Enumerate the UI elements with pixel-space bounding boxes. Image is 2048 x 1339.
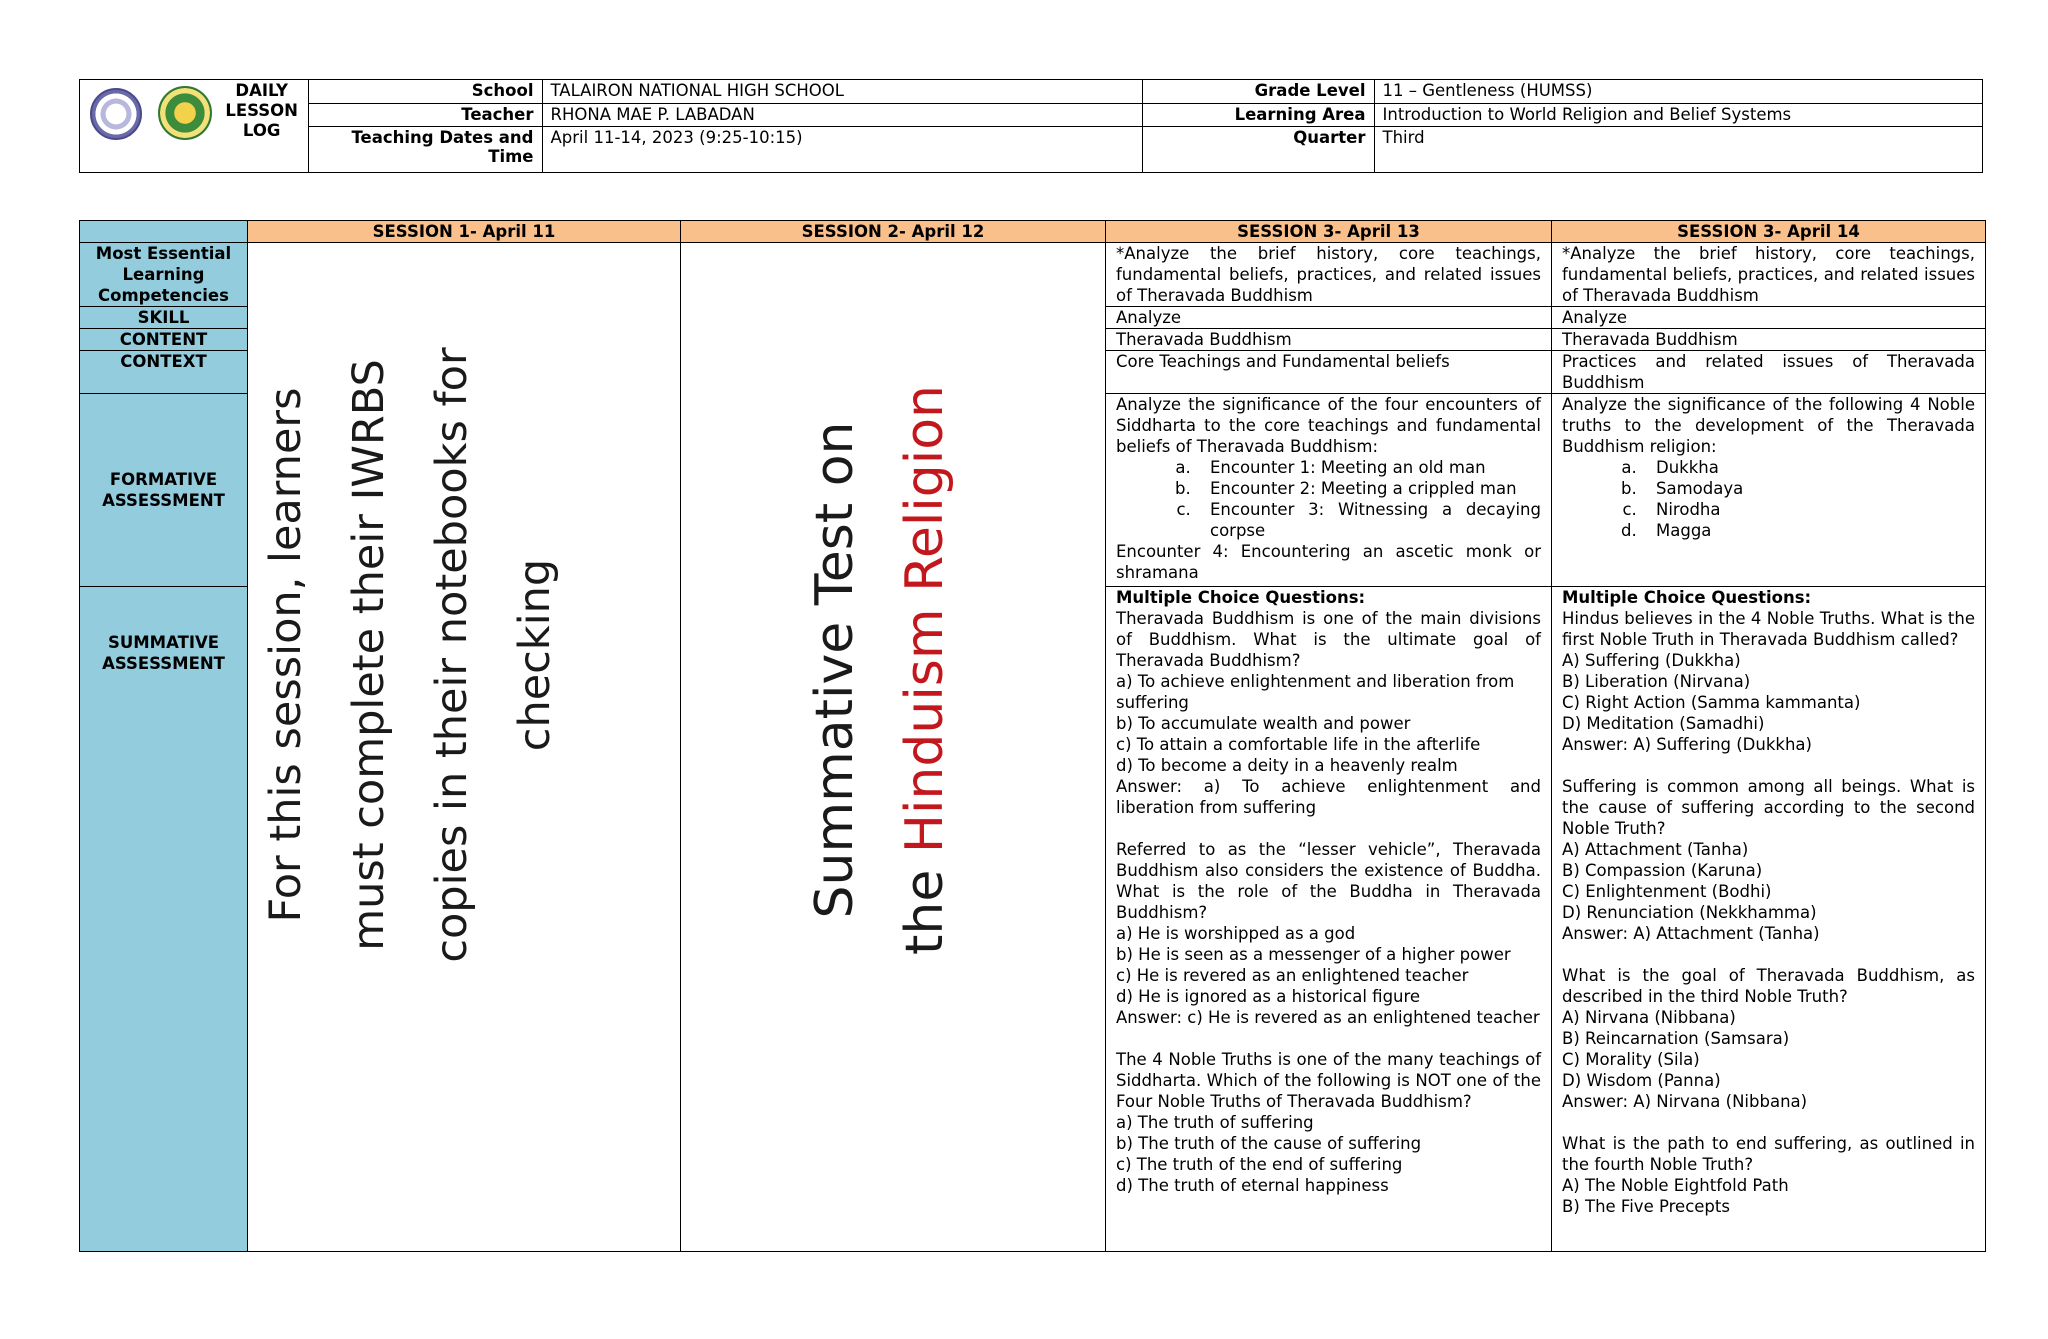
- s4-q4-option: B) The Five Precepts: [1562, 1197, 1730, 1216]
- school-label: School: [309, 80, 542, 103]
- s4-q2-stem: Suffering is common among all beings. What is the cause of suffering according to the second Noble Truth?: [1562, 777, 1975, 838]
- melc-label: Most Essential Learning Competencies: [80, 243, 248, 307]
- s3-q1-option: c) To attain a comfortable life in the afterlife: [1116, 735, 1481, 754]
- s4-q1-option: C) Right Action (Samma kammanta): [1562, 693, 1861, 712]
- s3-q1-stem: Theravada Buddhism is one of the main divisions of Buddhism. What is the ultimate goal of Theravada Buddhism?: [1116, 609, 1541, 670]
- teaching-dates-value: April 11-14, 2023 (9:25-10:15): [542, 126, 1142, 172]
- list-item: a. Dukkha: [1642, 457, 1975, 478]
- s3-q2-option: c) He is revered as an enlightened teacher: [1116, 966, 1469, 985]
- melc-row: [80, 243, 1986, 307]
- session-2-note: [790, 350, 970, 990]
- corner-cell: [80, 221, 248, 243]
- s3-skill: Analyze: [1106, 307, 1552, 329]
- list-item: b. Samodaya: [1642, 478, 1975, 499]
- deped-seal-icon: [90, 88, 142, 140]
- s3-q3-option: c) The truth of the end of suffering: [1116, 1155, 1403, 1174]
- s3-q1-option: d) To become a deity in a heavenly realm: [1116, 756, 1458, 775]
- s3-q3-option: a) The truth of suffering: [1116, 1113, 1314, 1132]
- s4-q3-answer: Answer: A) Nirvana (Nibbana): [1562, 1092, 1808, 1111]
- teaching-dates-label: Teaching Dates and Time: [309, 126, 542, 172]
- s4-melc: *Analyze the brief history, core teachings, fundamental beliefs, practices, and related issues of Theravada Buddhism: [1552, 243, 1986, 307]
- s4-q3-option: A) Nirvana (Nibbana): [1562, 1008, 1736, 1027]
- s3-q2-option: d) He is ignored as a historical figure: [1116, 987, 1421, 1006]
- s4-q2-answer: Answer: A) Attachment (Tanha): [1562, 924, 1820, 943]
- quarter-value: Third: [1374, 126, 1982, 172]
- s4-q1-answer: Answer: A) Suffering (Dukkha): [1562, 735, 1812, 754]
- s3-q2-answer: Answer: c) He is revered as an enlightened teacher: [1116, 1008, 1540, 1027]
- context-label: CONTEXT: [80, 351, 248, 394]
- s4-q1-option: D) Meditation (Samadhi): [1562, 714, 1765, 733]
- s4-content: Theravada Buddhism: [1552, 329, 1986, 351]
- s4-q1-option: B) Liberation (Nirvana): [1562, 672, 1751, 691]
- session-2-header: SESSION 2- April 12: [681, 221, 1106, 243]
- s4-q2-option: D) Renunciation (Nekkhamma): [1562, 903, 1817, 922]
- session-header-row: [80, 221, 1986, 243]
- s3-q1-option: b) To accumulate wealth and power: [1116, 714, 1411, 733]
- s4-skill: Analyze: [1552, 307, 1986, 329]
- s3-encounter-list: [1116, 457, 1541, 541]
- s4-q4-stem: What is the path to end suffering, as outlined in the fourth Noble Truth?: [1562, 1134, 1975, 1174]
- list-item: b. Encounter 2: Meeting a crippled man: [1196, 478, 1541, 499]
- s3-q3-option: b) The truth of the cause of suffering: [1116, 1134, 1422, 1153]
- grade-level-value: 11 – Gentleness (HUMSS): [1374, 80, 1982, 103]
- s4-context: Practices and related issues of Theravada Buddhism: [1552, 351, 1986, 394]
- s3-content: Theravada Buddhism: [1106, 329, 1552, 351]
- s3-q1-answer: Answer: a) To achieve enlightenment and liberation from suffering: [1116, 777, 1541, 817]
- list-item: a. Encounter 1: Meeting an old man: [1196, 457, 1541, 478]
- s3-formative-intro: Analyze the significance of the four encounters of Siddharta to the core teachings and fundamental beliefs of Theravada Buddhism:: [1116, 395, 1541, 456]
- s4-q1-option: A) Suffering (Dukkha): [1562, 651, 1741, 670]
- list-item: d. Magga: [1642, 520, 1975, 541]
- formative-label: FORMATIVE ASSESSMENT: [80, 394, 248, 587]
- s3-formative-tail: Encounter 4: Encountering an ascetic monk or shramana: [1116, 542, 1541, 582]
- content-label: CONTENT: [80, 329, 248, 351]
- session-2-note-line1: Summative Test on: [805, 421, 865, 919]
- s3-context: Core Teachings and Fundamental beliefs: [1106, 351, 1552, 394]
- document-title: DAILY LESSON LOG: [225, 81, 298, 140]
- logo-block: [80, 80, 309, 172]
- s4-q3-stem: What is the goal of Theravada Buddhism, as described in the third Noble Truth?: [1562, 966, 1975, 1006]
- quarter-label: Quarter: [1142, 126, 1374, 172]
- s4-q3-option: D) Wisdom (Panna): [1562, 1071, 1721, 1090]
- s4-q2-option: A) Attachment (Tanha): [1562, 840, 1749, 859]
- s3-summative: [1106, 587, 1552, 1252]
- s4-formative: [1552, 394, 1986, 587]
- lesson-log-header: [79, 79, 1983, 173]
- learning-area-value: Introduction to World Religion and Belief Systems: [1374, 103, 1982, 126]
- s4-q3-option: B) Reincarnation (Samsara): [1562, 1029, 1790, 1048]
- s3-q2-option: a) He is worshipped as a god: [1116, 924, 1356, 943]
- school-seal-icon: [158, 86, 212, 140]
- summative-label: SUMMATIVE ASSESSMENT: [80, 587, 248, 1252]
- school-value: TALAIRON NATIONAL HIGH SCHOOL: [542, 80, 1142, 103]
- s4-q1-stem: Hindus believes in the 4 Noble Truths. What is the first Noble Truth in Theravada Buddhism called?: [1562, 609, 1975, 649]
- s4-formative-intro: Analyze the significance of the following 4 Noble truths to the development of the Theravada Buddhism religion:: [1562, 395, 1975, 456]
- s4-q4-option: A) The Noble Eightfold Path: [1562, 1176, 1789, 1195]
- s4-noble-truths-list: [1562, 457, 1975, 541]
- list-item: c. Nirodha: [1642, 499, 1975, 520]
- s4-q2-option: C) Enlightenment (Bodhi): [1562, 882, 1772, 901]
- teacher-value: RHONA MAE P. LABADAN: [542, 103, 1142, 126]
- list-item: c. Encounter 3: Witnessing a decaying corpse: [1196, 499, 1541, 541]
- header-info-table: [309, 80, 1982, 172]
- s3-mcq-heading: Multiple Choice Questions:: [1116, 588, 1366, 607]
- hinduism-religion-highlight: Hinduism Religion: [895, 385, 955, 854]
- s3-q3-option: d) The truth of eternal happiness: [1116, 1176, 1389, 1195]
- s3-q2-stem: Referred to as the “lesser vehicle”, Theravada Buddhism also considers the existence of Buddha. What is the role of the Buddha in Theravada Buddhism?: [1116, 840, 1541, 922]
- session-3-header: SESSION 3- April 13: [1106, 221, 1552, 243]
- s3-q1-option: a) To achieve enlightenment and liberation from suffering: [1116, 672, 1515, 712]
- learning-area-label: Learning Area: [1142, 103, 1374, 126]
- grade-level-label: Grade Level: [1142, 80, 1374, 103]
- session-1-note: For this session, learners must complete their IWRBS copies in their notebooks for checking: [261, 347, 560, 963]
- s4-q2-option: B) Compassion (Karuna): [1562, 861, 1763, 880]
- s4-q3-option: C) Morality (Sila): [1562, 1050, 1700, 1069]
- teacher-label: Teacher: [309, 103, 542, 126]
- s3-formative: [1106, 394, 1552, 587]
- session-1-header: SESSION 1- April 11: [248, 221, 681, 243]
- skill-label: SKILL: [80, 307, 248, 329]
- s4-mcq-heading: Multiple Choice Questions:: [1562, 588, 1812, 607]
- s3-q2-option: b) He is seen as a messenger of a higher power: [1116, 945, 1511, 964]
- s3-melc: *Analyze the brief history, core teachings, fundamental beliefs, practices, and related issues of Theravada Buddhism: [1106, 243, 1552, 307]
- s4-summative: [1552, 587, 1986, 1252]
- session-2-note-line2: the Hinduism Religion: [895, 385, 955, 955]
- s3-q3-stem: The 4 Noble Truths is one of the many teachings of Siddharta. Which of the following is NOT one of the Four Noble Truths of Theravada Buddhism?: [1116, 1050, 1541, 1111]
- session-4-header: SESSION 3- April 14: [1552, 221, 1986, 243]
